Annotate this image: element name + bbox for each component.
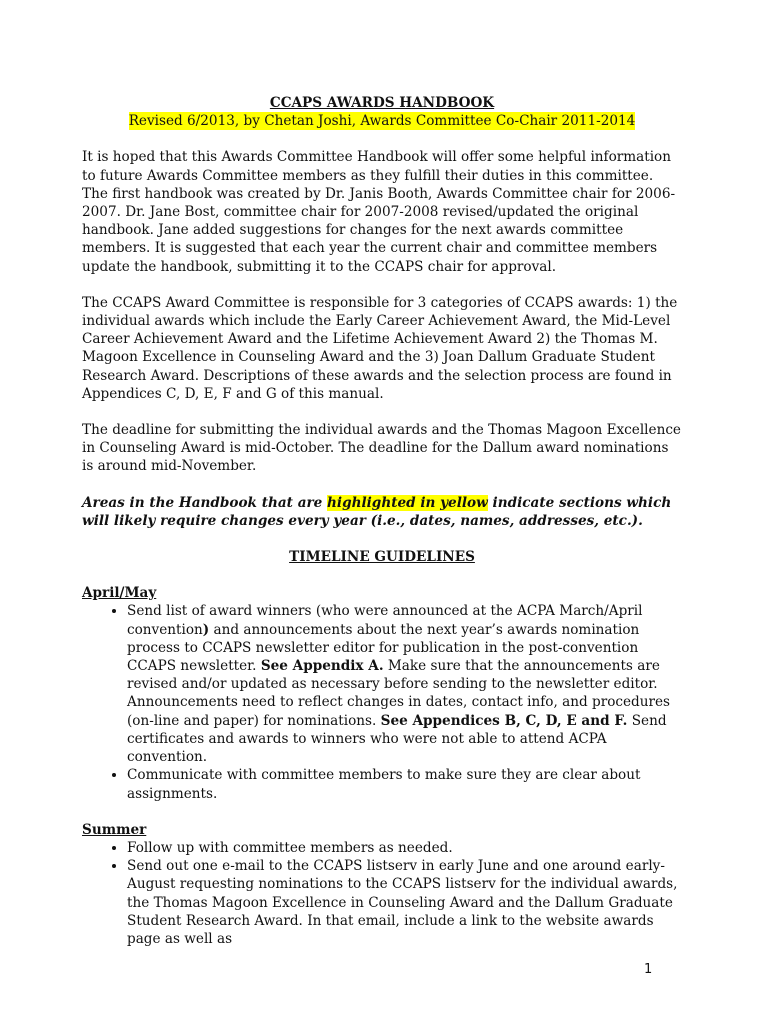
summer-item-2: • Send out one e-mail to the CCAPS listserv in early June and one around early-August requesting nominations to the CCAPS listserv for the individual awards, the Thomas Magoon Excellence in Counseling Award and the Dallum Graduate Student Research Award. In that email, include a link to the website awards page as well as <box>127 857 682 948</box>
april-may-item-1-paren: ) <box>202 621 210 638</box>
april-may-item-1 <box>127 602 682 766</box>
highlight-note-post: indicate sections which will likely require changes every year (i.e., dates, names, addresses, etc.). <box>82 494 672 529</box>
summer-item-1: • Follow up with committee members as needed. <box>127 839 682 857</box>
summer-heading: Summer <box>82 821 147 838</box>
see-appendix-a: See Appendix A. <box>260 658 384 675</box>
document-subtitle: Revised 6/2013, by Chetan Joshi, Awards Committee Co-Chair 2011-2014 <box>128 113 636 130</box>
document-title-line <box>82 94 682 112</box>
document-title: CCAPS AWARDS HANDBOOK <box>269 95 495 111</box>
highlight-note-highlight: highlighted in yellow <box>327 494 488 511</box>
april-may-item-1-text-d: Send certificates and awards to winners who were not able to attend ACPA convention. <box>127 712 667 766</box>
intro-paragraph-3: The deadline for submitting the individual awards and the Thomas Magoon Excellence in Counseling Award is mid-October. The deadline for the Dallum award nominations is around mid-November. <box>82 422 681 475</box>
timeline-heading: TIMELINE GUIDELINES <box>289 549 475 566</box>
april-may-item-1-text-a: Send list of award winners (who were announced at the ACPA March/April convention <box>127 603 643 638</box>
april-may-item-2: • Communicate with committee members to make sure they are clear about assignments. <box>127 766 682 802</box>
intro-paragraph-2: The CCAPS Award Committee is responsible for 3 categories of CCAPS awards: 1) the individual awards which include the Early Career Achievement Award, the Mid-Level Career Achievement Award and the Lifetime Achievement Award 2) the Thomas M. Magoon Excellence in Counseling Award and the 3) Joan Dallum Graduate Student Research Award. Descriptions of these awards and the selection process are found in Appendices C, D, E, F and G of this manual. <box>82 294 678 402</box>
highlight-note <box>82 494 682 530</box>
document-subtitle-line <box>82 112 682 130</box>
april-may-item-1-text-c: Make sure that the announcements are revised and/or updated as necessary before sending to the newsletter editor. Announcements need to reflect changes in dates, contact info, and procedures (on-line and paper) for nominations. <box>127 658 671 729</box>
summer-list <box>82 839 682 948</box>
document-body <box>82 94 682 948</box>
highlight-note-pre: Areas in the Handbook that are <box>82 494 328 511</box>
page-number: 1 <box>644 962 653 977</box>
april-may-list <box>82 602 682 802</box>
april-may-heading: April/May <box>82 585 157 602</box>
summer-heading-line <box>82 821 682 839</box>
timeline-heading-line <box>82 548 682 566</box>
april-may-heading-line <box>82 584 682 602</box>
april-may-item-1-text-b: and announcements about the next year’s awards nomination process to CCAPS newsletter editor for publication in the post-convention CCAPS newsletter. <box>127 621 640 675</box>
see-appendices-b-f: See Appendices B, C, D, E and F. <box>380 712 628 729</box>
intro-paragraph-1: It is hoped that this Awards Committee Handbook will offer some helpful information to future Awards Committee members as they fulfill their duties in this committee. The first handbook was created by Dr. Janis Booth, Awards Committee chair for 2006-2007. Dr. Jane Bost, committee chair for 2007-2008 revised/updated the original handbook. Jane added suggestions for changes for the next awards committee members. It is suggested that each year the current chair and committee members update the handbook, submitting it to the CCAPS chair for approval. <box>82 149 676 275</box>
